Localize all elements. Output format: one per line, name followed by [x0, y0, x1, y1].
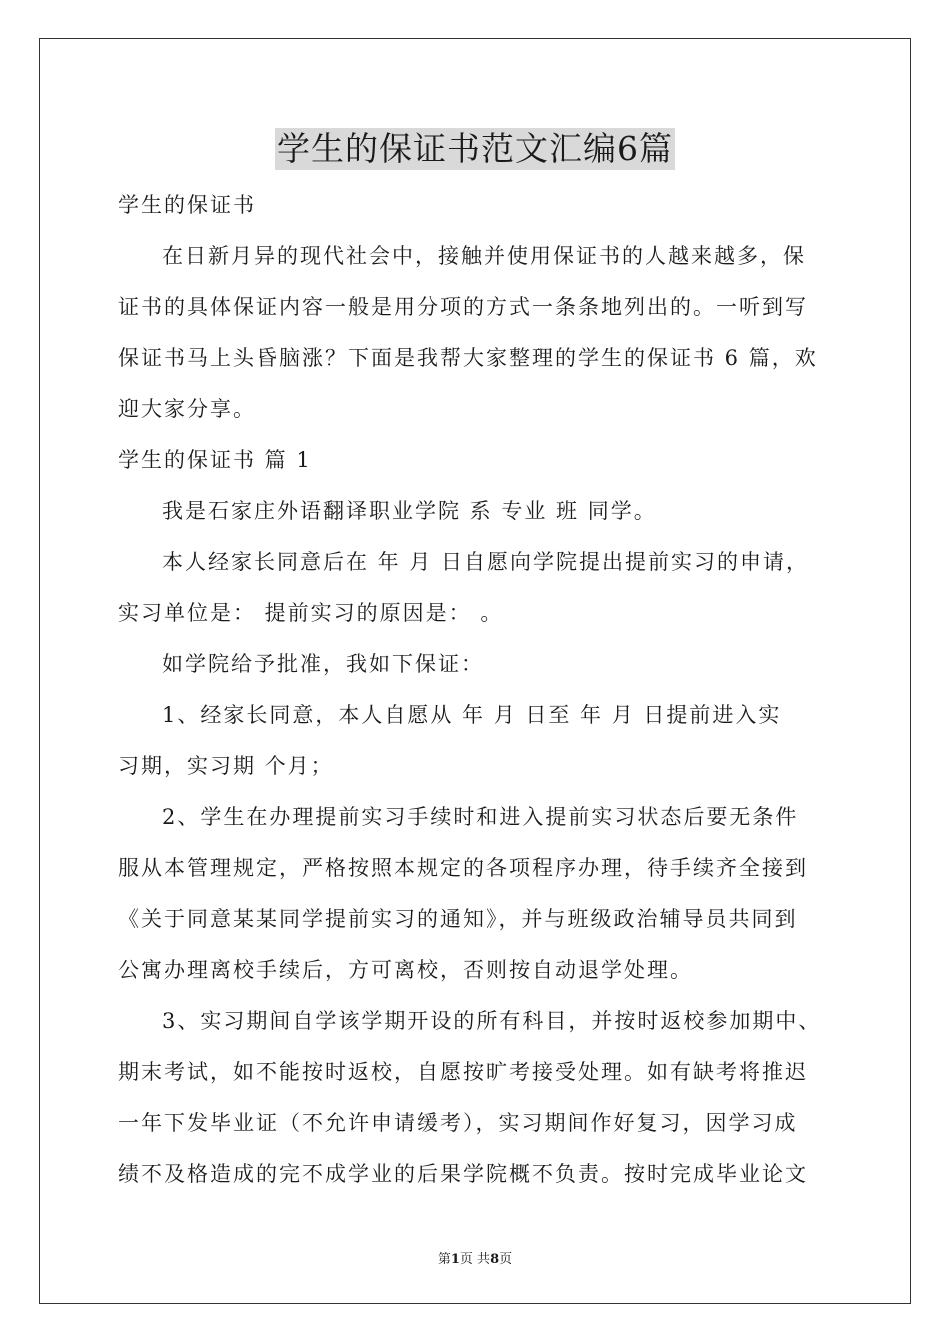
footer-mid: 页 共	[459, 1252, 491, 1267]
text-line: 《关于同意某某同学提前实习的通知》，并与班级政治辅导员共同到	[118, 907, 798, 931]
text-line: 如学院给予批准，我如下保证：	[162, 652, 484, 676]
text-line: 绩不及格造成的完不成学业的后果学院概不负责。按时完成毕业论文	[118, 1162, 808, 1186]
document-title: 学生的保证书范文汇编6篇	[277, 129, 673, 168]
text-line: 本人经家长同意后在 年 月 日自愿向学院提出提前实习的申请，	[162, 550, 810, 574]
text-line: 证书的具体保证内容一般是用分项的方式一条条地列出的。一听到写	[118, 295, 808, 319]
text-line: 学生的保证书 篇 1	[118, 448, 312, 472]
current-page-number: 1	[450, 1252, 460, 1267]
text-line: 1、经家长同意，本人自愿从 年 月 日至 年 月 日提前进入实	[162, 703, 782, 727]
text-line: 我是石家庄外语翻译职业学院 系 专业 班 同学。	[162, 499, 657, 523]
text-line: 2、学生在办理提前实习手续时和进入提前实习状态后要无条件	[162, 805, 799, 829]
text-line: 保证书马上头昏脑涨？下面是我帮大家整理的学生的保证书 6 篇，欢	[118, 346, 818, 370]
footer-suffix: 页	[499, 1252, 513, 1267]
text-line: 在日新月异的现代社会中，接触并使用保证书的人越来越多，保	[162, 244, 806, 268]
title-container	[0, 128, 950, 170]
text-line: 迎大家分享。	[118, 397, 256, 421]
text-line: 实习单位是： 提前实习的原因是： 。	[118, 601, 504, 625]
text-line: 习期，实习期 个月；	[118, 754, 334, 778]
text-line: 期末考试，如不能按时返校，自愿按旷考接受处理。如有缺考将推迟	[118, 1060, 808, 1084]
text-line: 学生的保证书	[118, 193, 256, 217]
text-line: 公寓办理离校手续后，方可离校，否则按自动退学处理。	[118, 958, 693, 982]
footer-prefix: 第	[437, 1252, 451, 1267]
document-body	[118, 180, 838, 1200]
text-line: 服从本管理规定，严格按照本规定的各项程序办理，待手续齐全接到	[118, 856, 808, 880]
text-line: 3、实习期间自学该学期开设的所有科目，并按时返校参加期中、	[162, 1009, 822, 1033]
text-line: 一年下发毕业证（不允许申请缓考），实习期间作好复习，因学习成	[118, 1111, 798, 1135]
page-footer	[0, 1248, 950, 1267]
total-page-number: 8	[490, 1252, 500, 1267]
